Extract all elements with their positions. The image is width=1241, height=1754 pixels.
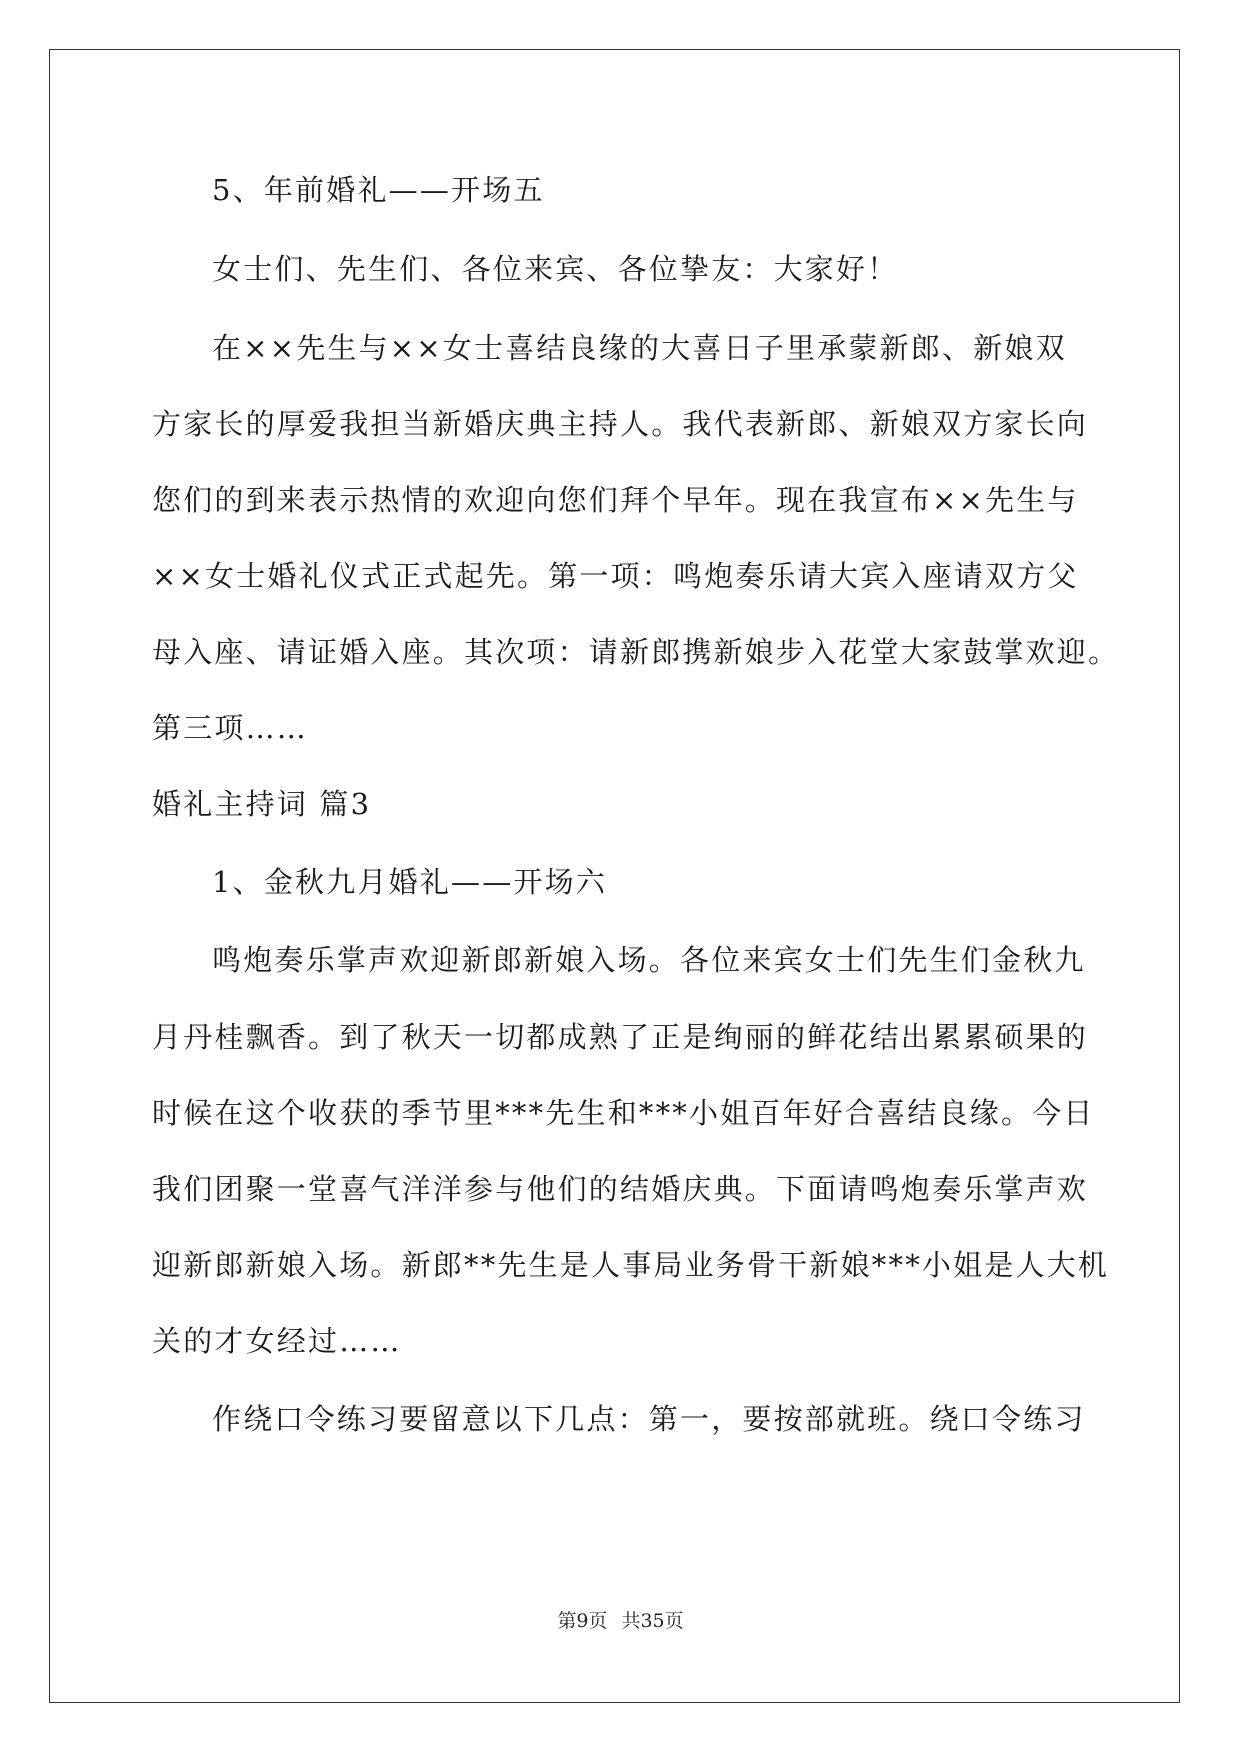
heading-opening-six: 1、金秋九月婚礼——开场六 — [212, 865, 608, 899]
paragraph-line: 月丹桂飘香。到了秋天一切都成熟了正是绚丽的鲜花结出累累硕果的 — [152, 1020, 1089, 1054]
paragraph-line: ××女士婚礼仪式正式起先。第一项：鸣炮奏乐请大宾入座请双方父 — [152, 559, 1079, 593]
page-total: 共35页 — [621, 1610, 684, 1632]
heading-opening-five: 5、年前婚礼——开场五 — [212, 173, 545, 207]
paragraph-line: 我们团聚一堂喜气洋洋参与他们的结婚庆典。下面请鸣炮奏乐掌声欢 — [152, 1172, 1089, 1206]
paragraph-line: 关的才女经过…… — [152, 1324, 402, 1358]
paragraph-line: 您们的到来表示热情的欢迎向您们拜个早年。现在我宣布××先生与 — [152, 483, 1079, 517]
paragraph-line: 鸣炮奏乐掌声欢迎新郎新娘入场。各位来宾女士们先生们金秋九 — [212, 943, 1086, 977]
page-number: 第9页 — [557, 1610, 608, 1632]
paragraph-line: 方家长的厚爱我担当新婚庆典主持人。我代表新郎、新娘双方家长向 — [152, 407, 1089, 441]
paragraph-line: 迎新郎新娘入场。新郎**先生是人事局业务骨干新娘***小姐是人大机 — [152, 1248, 1110, 1282]
paragraph-line: 在××先生与××女士喜结良缘的大喜日子里承蒙新郎、新娘双 — [212, 331, 1067, 365]
paragraph-line: 母入座、请证婚入座。其次项：请新郎携新娘步入花堂大家鼓掌欢迎。 — [152, 635, 1120, 669]
paragraph-line: 作绕口令练习要留意以下几点：第一，要按部就班。绕口令练习 — [212, 1402, 1086, 1436]
paragraph-line: 女士们、先生们、各位来宾、各位挚友：大家好！ — [212, 252, 899, 286]
page-footer — [0, 1609, 1241, 1633]
paragraph-line: 第三项…… — [152, 711, 309, 745]
section-title: 婚礼主持词 篇3 — [152, 787, 372, 821]
paragraph-line: 时候在这个收获的季节里***先生和***小姐百年好合喜结良缘。今日 — [152, 1096, 1095, 1130]
